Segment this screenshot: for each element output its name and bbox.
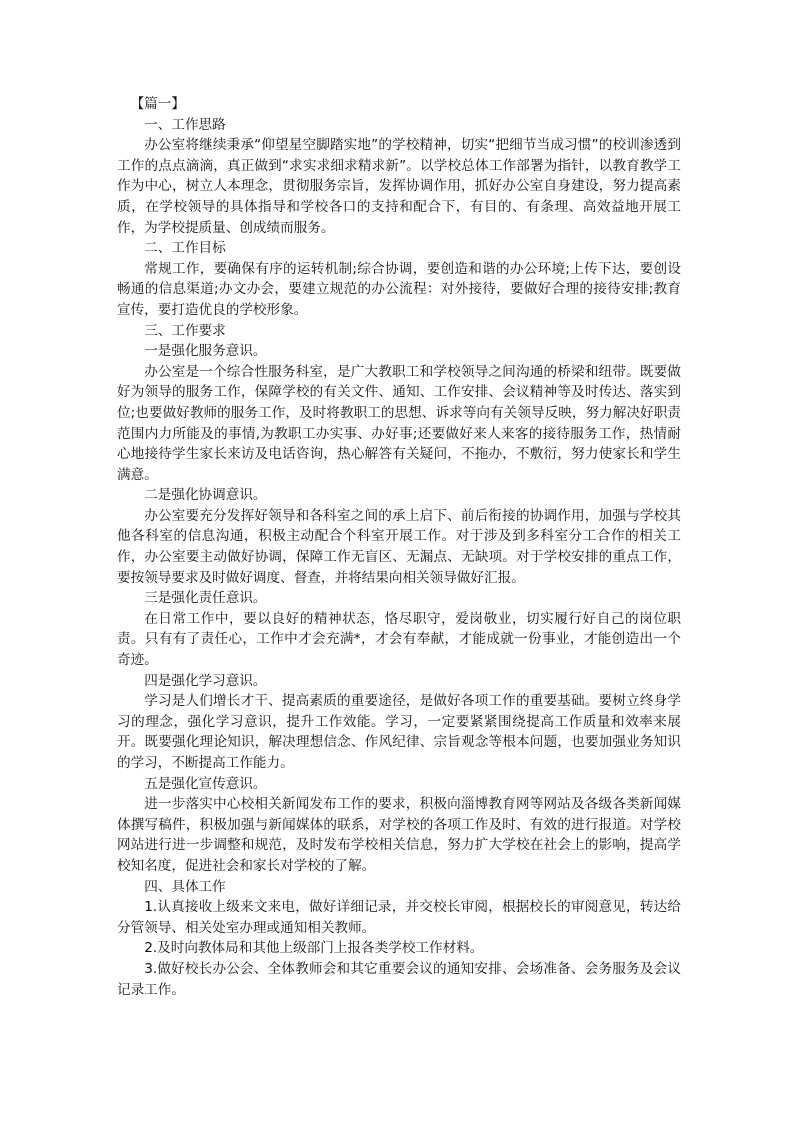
paragraph: 办公室将继续秉承“仰望星空脚踏实地”的学校精神，切实“把细节当成习惯”的校训渗透到工作的点点滴滴，真正做到“求实求细求精求新”。以学校总体工作部署为指针，以教育教学工作为中心，树立人本理念，贯彻服务宗旨，发挥协调作用，抓好办公室自身建设，努力提高素质，在学校领导的具体指导和学校各口的支持和配合下，有目的、有条理、高效益地开展工作，为学校提质量、创成绩而服务。 (117, 137, 681, 236)
list-item: 1.认真接收上级来文来电，做好详细记录，并交校长审阅，根据校长的审阅意见，转达给分管领导、相关处室办理或通知相关教师。 (117, 899, 681, 936)
subheading: 三是强化责任意识。 (144, 590, 267, 607)
paragraph: 办公室是一个综合性服务科室，是广大教职工和学校领导之间沟通的桥梁和纽带。既要做好为领导的服务工作，保障学校的有关文件、通知、工作安排、会议精神等及时传达、落实到位;也要做好教师的服务工作，及时将教职工的思想、诉求等向有关领导反映，努力解决好职责范围内力所能及的事情,为教职工办实事、办好事;还要做好来人来客的接待服务工作，热情耐心地接待学生家长来访及电话咨询，热心解答有关疑问，不拖办，不敷衍，努力使家长和学生满意。 (117, 363, 681, 483)
section-heading: 三、工作要求 (144, 322, 226, 339)
list-item: 2.及时向教体局和其他上级部门上报各类学校工作材料。 (144, 940, 484, 957)
document-page (117, 94, 681, 1000)
paragraph: 常规工作，要确保有序的运转机制;综合协调，要创造和谐的办公环境;上传下达，要创设畅通的信息渠道;办文办会，要建立规范的办公流程：对外接待，要做好合理的接待安排;教育宣传，要打造优良的学校形象。 (117, 260, 681, 318)
section-heading: 二、工作目标 (144, 240, 226, 257)
document-title: 【篇一】 (130, 96, 185, 112)
subheading: 四是强化学习意识。 (144, 672, 267, 689)
section-heading: 四、具体工作 (144, 878, 226, 895)
subheading: 二是强化协调意识。 (144, 487, 267, 504)
subheading: 五是强化宣传意识。 (144, 775, 267, 792)
subheading: 一是强化服务意识。 (144, 343, 267, 360)
section-heading: 一、工作思路 (144, 116, 226, 133)
paragraph: 进一步落实中心校相关新闻发布工作的要求，积极向淄博教育网等网站及各级各类新闻媒体撰写稿件，积极加强与新闻媒体的联系，对学校的各项工作及时、有效的进行报道。对学校网站进行进一步调整和规范，及时发布学校相关信息，努力扩大学校在社会上的影响，提高学校知名度，促进社会和家长对学校的了解。 (117, 796, 681, 874)
paragraph: 办公室要充分发挥好领导和各科室之间的承上启下、前后衔接的协调作用，加强与学校其他各科室的信息沟通，积极主动配合个科室开展工作。对于涉及到多科室分工合作的相关工作，办公室要主动做好协调，保障工作无盲区、无漏点、无缺项。对于学校安排的重点工作，要按领导要求及时做好调度、督查，并将结果向相关领导做好汇报。 (117, 507, 681, 586)
list-item: 3.做好校长办公会、全体教师会和其它重要会议的通知安排、会场准备、会务服务及会议记录工作。 (117, 960, 681, 998)
paragraph: 在日常工作中，要以良好的精神状态，恪尽职守，爱岗敬业，切实履行好自己的岗位职责。只有有了责任心，工作中才会充满*，才会有奉献，才能成就一份事业，才能创造出一个奇迹。 (117, 610, 681, 669)
paragraph: 学习是人们增长才干、提高素质的重要途径，是做好各项工作的重要基础。要树立终身学习的理念，强化学习意识，提升工作效能。学习，一定要紧紧围绕提高工作质量和效率来展开。既要强化理论知识，解决理想信念、作风纪律、宗旨观念等根本问题，也要加强业务知识的学习，不断提高工作能力。 (117, 693, 681, 771)
